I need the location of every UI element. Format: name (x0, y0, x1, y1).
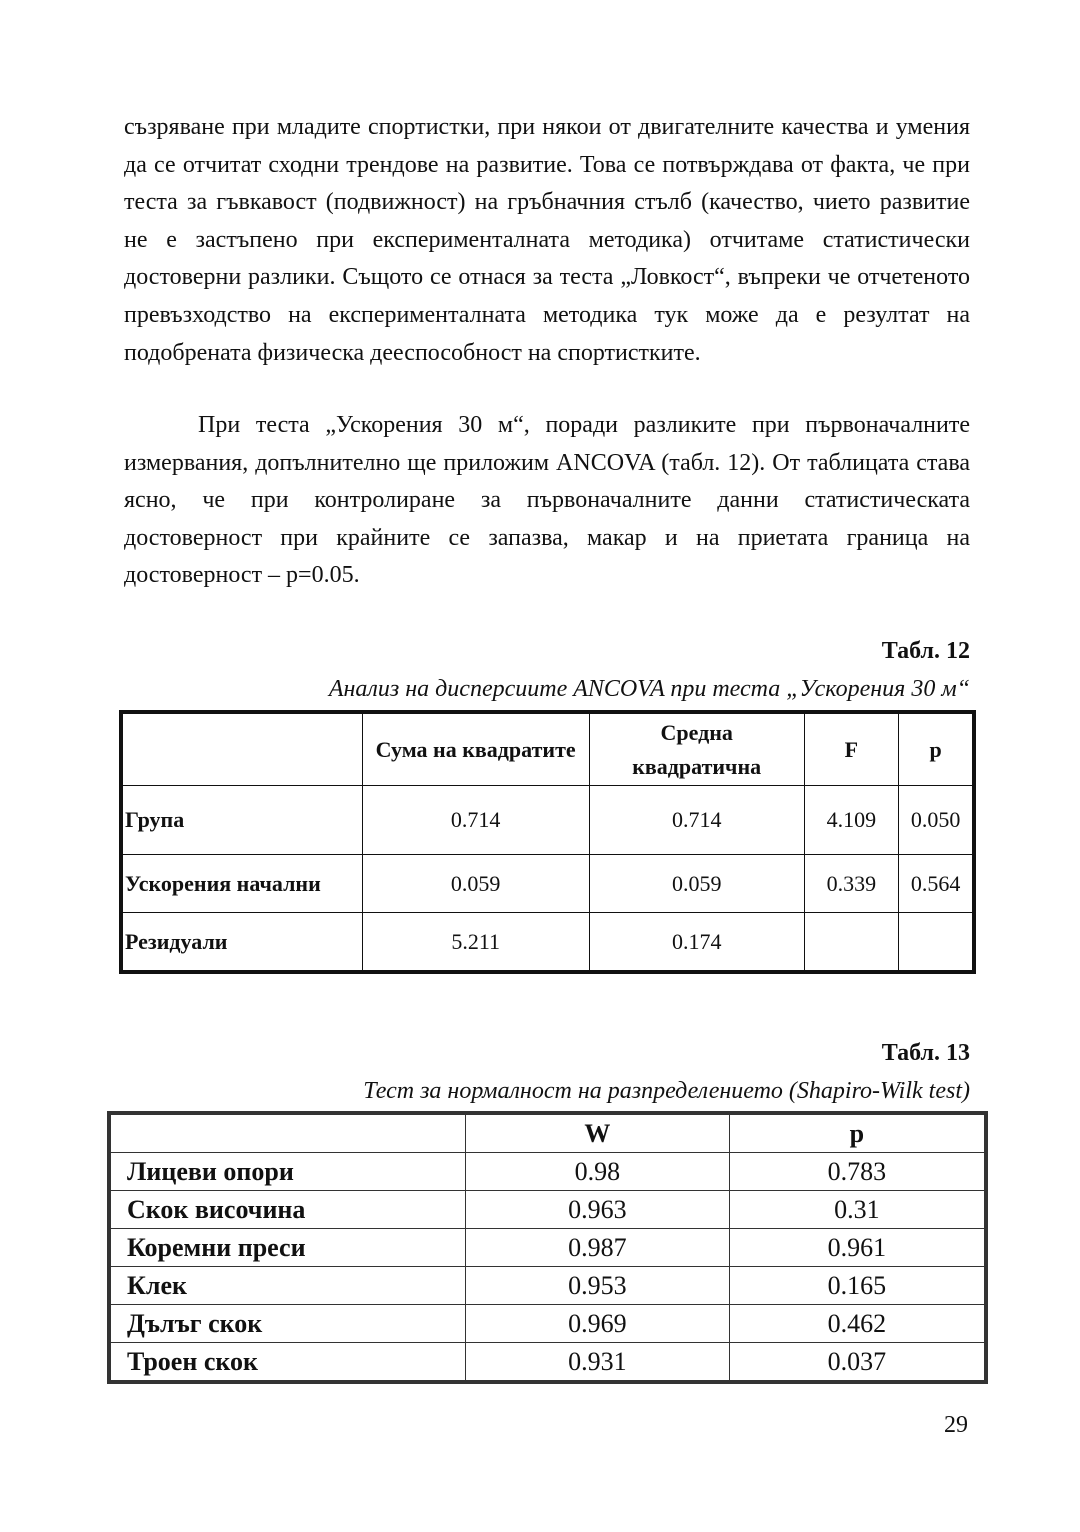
table-cell: 0.783 (729, 1153, 986, 1191)
table-header-row (121, 712, 974, 786)
header-cell-empty (121, 712, 362, 786)
table-cell: 0.714 (589, 786, 804, 855)
row-label: Група (121, 786, 362, 855)
header-p: p (729, 1113, 986, 1153)
table-cell: 0.174 (589, 913, 804, 973)
table-cell: 4.109 (804, 786, 898, 855)
table-row (109, 1343, 986, 1383)
table-row (109, 1267, 986, 1305)
table-cell: 0.31 (729, 1191, 986, 1229)
row-label: Резидуали (121, 913, 362, 973)
table-cell: 0.564 (899, 855, 974, 913)
table-cell: 0.059 (589, 855, 804, 913)
table-row (121, 855, 974, 913)
table-cell: 0.963 (466, 1191, 730, 1229)
table-cell: 0.931 (466, 1343, 730, 1383)
table-cell: 0.462 (729, 1305, 986, 1343)
header-f: F (804, 712, 898, 786)
table-row (109, 1229, 986, 1267)
table-cell: 0.987 (466, 1229, 730, 1267)
body-paragraph-2: При теста „Ускорения 30 м“, поради разликите при първоначалните измервания, допълнително ще приложим ANCOVA (табл. 12). От таблицата става ясно, че при контролиране за първоначалните данни статистическата достоверност при крайните се запазва, макар и на приетата граница на достоверност – p=0.05. (124, 412, 970, 589)
table-13-caption: Тест за нормалност на разпределението (Shapiro-Wilk test) (363, 1078, 970, 1104)
table-row (109, 1191, 986, 1229)
table-cell: 0.339 (804, 855, 898, 913)
table-row (109, 1153, 986, 1191)
table-12-label: Табл. 12 (881, 638, 970, 664)
row-label: Троен скок (109, 1343, 466, 1383)
table-cell: 0.165 (729, 1267, 986, 1305)
table-row (121, 913, 974, 973)
table-cell: 0.961 (729, 1229, 986, 1267)
row-label: Дълъг скок (109, 1305, 466, 1343)
header-p: p (899, 712, 974, 786)
header-mean-square: Средна квадратична (589, 712, 804, 786)
table-cell (804, 913, 898, 973)
table-row (109, 1305, 986, 1343)
table-cell: 0.037 (729, 1343, 986, 1383)
table-13-label: Табл. 13 (881, 1040, 970, 1066)
row-label: Клек (109, 1267, 466, 1305)
table-cell: 0.953 (466, 1267, 730, 1305)
table-12-caption: Анализ на дисперсиите ANCOVA при теста „Ускорения 30 м“ (328, 676, 970, 702)
table-cell: 0.050 (899, 786, 974, 855)
table-cell: 0.969 (466, 1305, 730, 1343)
table-cell: 0.714 (362, 786, 589, 855)
header-w: W (466, 1113, 730, 1153)
body-paragraph-1: съзряване при младите спортистки, при някои от двигателните качества и умения да се отчитат сходни трендове на развитие. Това се потвърждава от факта, че при теста за гъвкавост (подвижност) на гръбначния стълб (качество, чието развитие не е застъпено при експерименталната методика) отчитаме статистически достоверни разлики. Същото се отнася за теста „Ловкост“, въпреки че отчетеното превъзходство на експерименталната методика тук може да е резултат на подобрената физическа дееспособност на спортистките. (124, 114, 970, 366)
page-number: 29 (944, 1412, 968, 1438)
header-cell-empty (109, 1113, 466, 1153)
row-label: Лицеви опори (109, 1153, 466, 1191)
table-cell (899, 913, 974, 973)
table-cell: 5.211 (362, 913, 589, 973)
row-label: Коремни преси (109, 1229, 466, 1267)
header-sum-of-squares: Сума на квадратите (362, 712, 589, 786)
table-header-row (109, 1113, 986, 1153)
row-label: Ускорения начални (121, 855, 362, 913)
table-cell: 0.059 (362, 855, 589, 913)
row-label: Скок височина (109, 1191, 466, 1229)
table-cell: 0.98 (466, 1153, 730, 1191)
shapiro-wilk-table (107, 1111, 988, 1384)
ancova-table (119, 710, 976, 974)
table-row (121, 786, 974, 855)
